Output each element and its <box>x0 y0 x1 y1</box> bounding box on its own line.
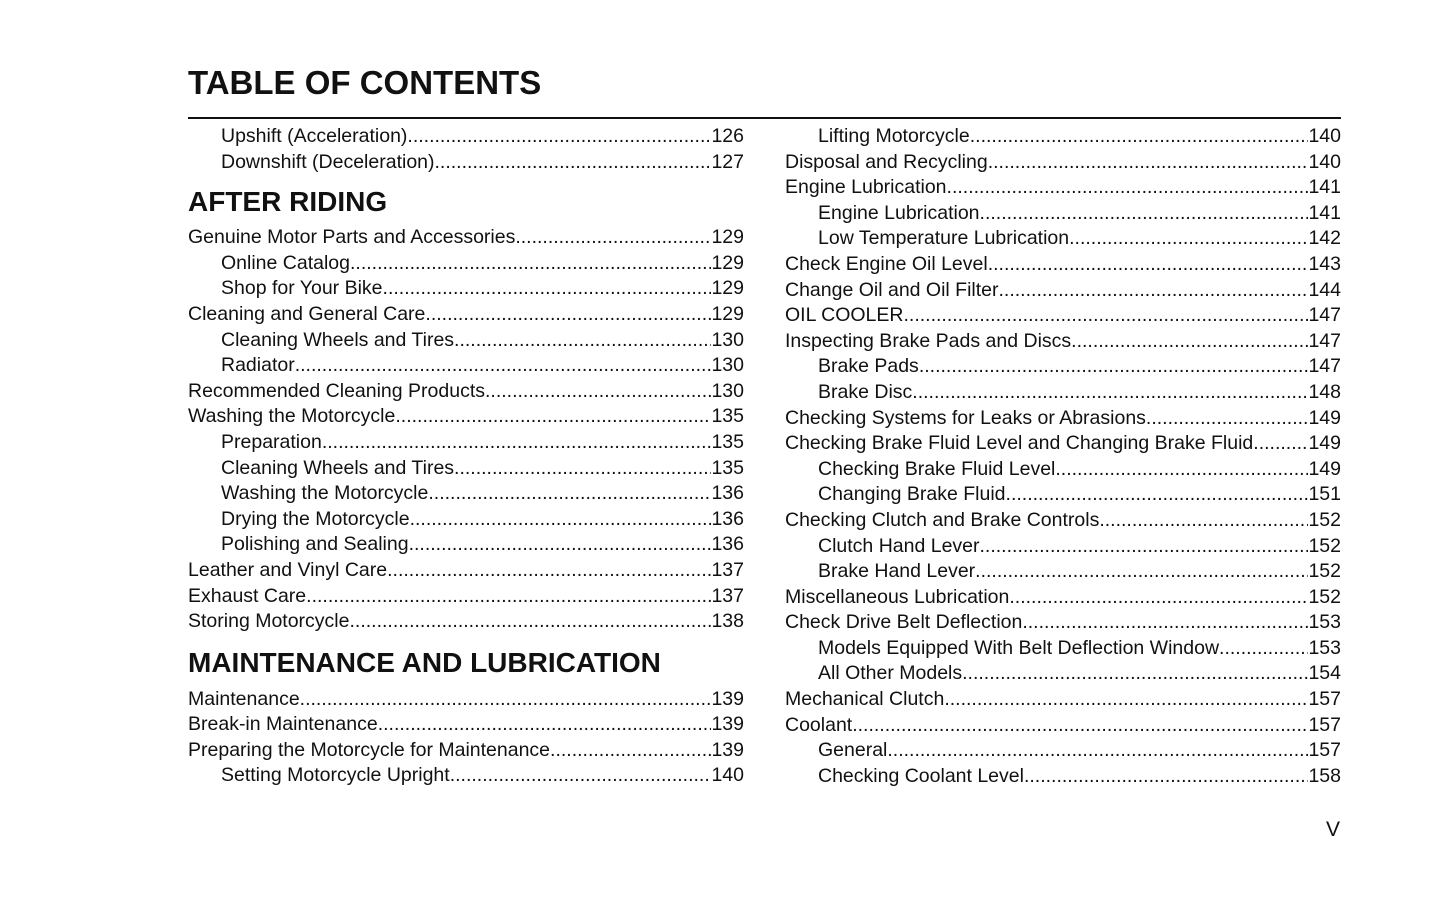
dot-leader <box>395 404 711 430</box>
toc-entry-label: Coolant <box>785 713 853 736</box>
toc-entry-label: Checking Clutch and Brake Controls <box>785 508 1100 531</box>
toc-entry-label: Brake Hand Lever <box>818 560 976 583</box>
toc-page-number: 141 <box>1308 176 1341 199</box>
toc-page-number: 140 <box>1308 150 1341 173</box>
dot-leader <box>962 661 1308 687</box>
dot-leader <box>988 150 1309 176</box>
toc-subentry[interactable] <box>785 738 1341 764</box>
dot-leader <box>912 380 1308 406</box>
dot-leader <box>409 532 712 558</box>
dot-leader <box>1071 329 1308 355</box>
dot-leader <box>980 201 1309 227</box>
toc-entry[interactable] <box>785 585 1341 611</box>
toc-entry-label: Recommended Cleaning Products <box>188 379 485 402</box>
toc-entry-label: Checking Coolant Level <box>818 764 1024 787</box>
toc-page-number: 140 <box>1308 125 1341 147</box>
toc-subentry[interactable] <box>188 456 744 482</box>
toc-subentry[interactable] <box>188 251 744 277</box>
dot-leader <box>435 150 712 176</box>
dot-leader <box>1253 431 1308 457</box>
toc-page-number: 149 <box>1308 406 1341 429</box>
toc-subentry[interactable] <box>785 764 1341 790</box>
toc-entry-label: Checking Systems for Leaks or Abrasions <box>785 406 1146 429</box>
toc-subentry[interactable] <box>785 226 1341 252</box>
dot-leader <box>944 687 1308 713</box>
toc-entry[interactable] <box>785 278 1341 304</box>
toc-entry[interactable] <box>188 712 744 738</box>
toc-entry[interactable] <box>188 558 744 584</box>
toc-entry-label: Check Drive Belt Deflection <box>785 611 1023 634</box>
toc-entry-label: Cleaning and General Care <box>188 302 426 325</box>
toc-entry-label: Online Catalog <box>221 251 350 274</box>
dot-leader <box>1006 482 1309 508</box>
toc-entry[interactable] <box>188 404 744 430</box>
dot-leader <box>322 430 712 456</box>
toc-entry-label: Polishing and Sealing <box>221 533 409 556</box>
toc-page-number: 153 <box>1308 611 1341 634</box>
toc-entry-label: Checking Brake Fluid Level <box>818 457 1056 480</box>
toc-subentry[interactable] <box>188 507 744 533</box>
toc-entry-label: Low Temperature Lubrication <box>818 227 1070 250</box>
toc-entry[interactable] <box>188 584 744 610</box>
toc-entry-label: Storing Motorcycle <box>188 610 350 633</box>
title-divider <box>188 117 1341 119</box>
toc-entry-label: Setting Motorcycle Upright <box>221 764 450 787</box>
toc-entry-label: Genuine Motor Parts and Accessories <box>188 226 516 249</box>
toc-entry-label: Cleaning Wheels and Tires <box>221 456 455 479</box>
toc-entry[interactable] <box>785 687 1341 713</box>
dot-leader <box>1009 585 1308 611</box>
toc-subentry[interactable] <box>188 430 744 456</box>
toc-subentry[interactable] <box>785 457 1341 483</box>
toc-entry[interactable] <box>785 610 1341 636</box>
toc-entry-label: Downshift (Deceleration) <box>221 150 435 173</box>
toc-entry-label: Upshift (Acceleration) <box>221 125 408 147</box>
toc-page-number: 152 <box>1308 534 1341 557</box>
page-number: V <box>1326 818 1341 841</box>
toc-page-number: 148 <box>1308 380 1341 403</box>
toc-page-number: 147 <box>1308 355 1341 378</box>
toc-entry-label: Leather and Vinyl Care <box>188 558 388 581</box>
dot-leader <box>407 124 711 150</box>
dot-leader <box>454 456 711 482</box>
toc-entry-label: Change Oil and Oil Filter <box>785 278 999 301</box>
toc-subentry[interactable] <box>188 328 744 354</box>
toc-subentry[interactable] <box>785 354 1341 380</box>
toc-subentry[interactable] <box>188 532 744 558</box>
toc-page-number: 127 <box>711 150 744 173</box>
toc-page-number: 130 <box>711 354 744 377</box>
toc-page-number: 152 <box>1308 585 1341 608</box>
dot-leader <box>454 328 711 354</box>
dot-leader <box>425 302 711 328</box>
toc-entry-label: Radiator <box>221 354 295 377</box>
toc-entry[interactable] <box>188 225 744 251</box>
dot-leader <box>550 738 711 764</box>
toc-entry-label: Exhaust Care <box>188 584 307 607</box>
toc-entry[interactable] <box>188 379 744 405</box>
page-title: TABLE OF CONTENTS <box>188 64 542 101</box>
toc-subentry[interactable] <box>785 482 1341 508</box>
section-heading: MAINTENANCE AND LUBRICATION <box>188 646 661 678</box>
dot-leader <box>428 481 711 507</box>
toc-entry[interactable] <box>785 252 1341 278</box>
toc-page-number: 136 <box>711 533 744 556</box>
toc-page-number: 138 <box>711 610 744 633</box>
toc-subentry[interactable] <box>785 201 1341 227</box>
dot-leader <box>947 175 1309 201</box>
toc-right-column <box>785 124 1341 789</box>
dot-leader <box>975 559 1308 585</box>
toc-entry-label: Engine Lubrication <box>818 201 980 224</box>
toc-page-number: 151 <box>1308 483 1341 506</box>
toc-subentry[interactable] <box>785 124 1341 150</box>
toc-entry-label: Washing the Motorcycle <box>188 405 396 428</box>
dot-leader <box>1146 406 1309 432</box>
toc-entry[interactable] <box>785 303 1341 329</box>
toc-subentry[interactable] <box>785 534 1341 560</box>
toc-page-number: 157 <box>1308 739 1341 762</box>
dot-leader <box>300 687 712 713</box>
toc-entry-label: Cleaning Wheels and Tires <box>221 328 455 351</box>
dot-leader <box>903 303 1308 329</box>
toc-entry[interactable] <box>785 150 1341 176</box>
toc-page-number: 135 <box>711 430 744 453</box>
toc-subentry[interactable] <box>785 380 1341 406</box>
section-heading: AFTER RIDING <box>188 186 388 218</box>
toc-entry-label: Maintenance <box>188 687 300 710</box>
toc-entry-label: Lifting Motorcycle <box>818 125 970 147</box>
toc-entry-label: Washing the Motorcycle <box>221 482 429 505</box>
toc-entry-label: Check Engine Oil Level <box>785 252 988 275</box>
toc-page-number: 130 <box>711 328 744 351</box>
dot-leader <box>919 354 1309 380</box>
toc-page-number: 147 <box>1308 329 1341 352</box>
dot-leader <box>295 353 712 379</box>
toc-page-number: 144 <box>1308 278 1341 301</box>
toc-left-column <box>188 124 744 789</box>
dot-leader <box>485 379 711 405</box>
toc-page-number: 149 <box>1308 432 1341 455</box>
toc-subentry[interactable] <box>188 481 744 507</box>
toc-entry-label: Engine Lubrication <box>785 176 947 199</box>
toc-entry-label: Break-in Maintenance <box>188 713 378 736</box>
dot-leader <box>988 252 1309 278</box>
toc-entry-label: Preparing the Motorcycle for Maintenance <box>188 738 551 761</box>
dot-leader <box>387 558 711 584</box>
toc-entry[interactable] <box>785 329 1341 355</box>
dot-leader <box>1022 610 1308 636</box>
toc-entry-label: Shop for Your Bike <box>221 277 383 300</box>
dot-leader <box>970 124 1309 150</box>
toc-page-number: 152 <box>1308 508 1341 531</box>
toc-page-number: 149 <box>1308 457 1341 480</box>
toc-page-number: 157 <box>1308 688 1341 711</box>
toc-entry-label: Inspecting Brake Pads and Discs <box>785 329 1072 352</box>
toc-page-number: 143 <box>1308 252 1341 275</box>
toc-page-number: 136 <box>711 507 744 530</box>
toc-entry[interactable] <box>785 508 1341 534</box>
toc-page-number: 142 <box>1308 227 1341 250</box>
toc-subentry[interactable] <box>188 150 744 176</box>
toc-page-number: 140 <box>711 764 744 787</box>
toc-entry-label: Disposal and Recycling <box>785 150 988 173</box>
toc-entry[interactable] <box>785 713 1341 739</box>
toc-entry-label: Mechanical Clutch <box>785 688 945 711</box>
toc-page-number: 139 <box>711 713 744 736</box>
dot-leader <box>410 507 712 533</box>
toc-subentry[interactable] <box>188 763 744 789</box>
toc-entry[interactable] <box>188 738 744 764</box>
toc-page-number: 137 <box>711 584 744 607</box>
toc-entry-label: Preparation <box>221 430 322 453</box>
dot-leader <box>378 712 712 738</box>
toc-entry[interactable] <box>785 431 1341 457</box>
dot-leader <box>1024 764 1308 790</box>
toc-entry-label: Brake Disc <box>818 380 913 403</box>
dot-leader <box>450 763 712 789</box>
toc-page-number: 154 <box>1308 662 1341 685</box>
dot-leader <box>887 738 1308 764</box>
toc-entry-label: Changing Brake Fluid <box>818 483 1006 506</box>
toc-page-number: 139 <box>711 687 744 710</box>
dot-leader <box>980 534 1309 560</box>
toc-page-number: 152 <box>1308 560 1341 583</box>
toc-entry-label: Drying the Motorcycle <box>221 507 410 530</box>
toc-page-number: 135 <box>711 456 744 479</box>
toc-subentry[interactable] <box>785 661 1341 687</box>
toc-subentry[interactable] <box>188 276 744 302</box>
toc-entry-label: General <box>818 739 888 762</box>
dot-leader <box>1099 508 1308 534</box>
toc-page-number: 129 <box>711 277 744 300</box>
toc-entry[interactable] <box>188 302 744 328</box>
toc-page-number: 157 <box>1308 713 1341 736</box>
toc-entry-label: Clutch Hand Lever <box>818 534 980 557</box>
dot-leader <box>349 609 711 635</box>
dot-leader <box>852 713 1308 739</box>
toc-entry[interactable] <box>785 175 1341 201</box>
toc-entry[interactable] <box>188 609 744 635</box>
toc-subentry[interactable] <box>188 124 744 150</box>
toc-entry[interactable] <box>785 406 1341 432</box>
toc-page-number: 129 <box>711 226 744 249</box>
toc-page-number: 136 <box>711 482 744 505</box>
dot-leader <box>383 276 712 302</box>
dot-leader <box>515 225 711 251</box>
toc-entry-label: All Other Models <box>818 662 963 685</box>
toc-entry-label: Models Equipped With Belt Deflection Window <box>818 636 1220 659</box>
toc-page-number: 126 <box>711 125 744 147</box>
toc-entry-label: Brake Pads <box>818 355 919 378</box>
toc-entry-label: Checking Brake Fluid Level and Changing Brake Fluid <box>785 432 1254 455</box>
toc-subentry[interactable] <box>785 559 1341 585</box>
toc-page-number: 130 <box>711 379 744 402</box>
toc-page-number: 158 <box>1308 764 1341 787</box>
toc-page-number: 135 <box>711 405 744 428</box>
toc-page-number: 137 <box>711 558 744 581</box>
dot-leader <box>1069 226 1308 252</box>
dot-leader <box>1219 636 1308 662</box>
dot-leader <box>999 278 1309 304</box>
toc-page-number: 139 <box>711 738 744 761</box>
dot-leader <box>306 584 711 610</box>
dot-leader <box>350 251 711 277</box>
toc-subentry[interactable] <box>188 353 744 379</box>
toc-entry-label: Miscellaneous Lubrication <box>785 585 1010 608</box>
toc-entry-label: OIL COOLER <box>785 304 904 327</box>
toc-page-number: 153 <box>1308 636 1341 659</box>
toc-entry[interactable] <box>188 687 744 713</box>
toc-page-number: 129 <box>711 302 744 325</box>
toc-page-number: 141 <box>1308 201 1341 224</box>
toc-page-number: 129 <box>711 251 744 274</box>
dot-leader <box>1055 457 1308 483</box>
toc-page-number: 147 <box>1308 304 1341 327</box>
toc-subentry[interactable] <box>785 636 1341 662</box>
